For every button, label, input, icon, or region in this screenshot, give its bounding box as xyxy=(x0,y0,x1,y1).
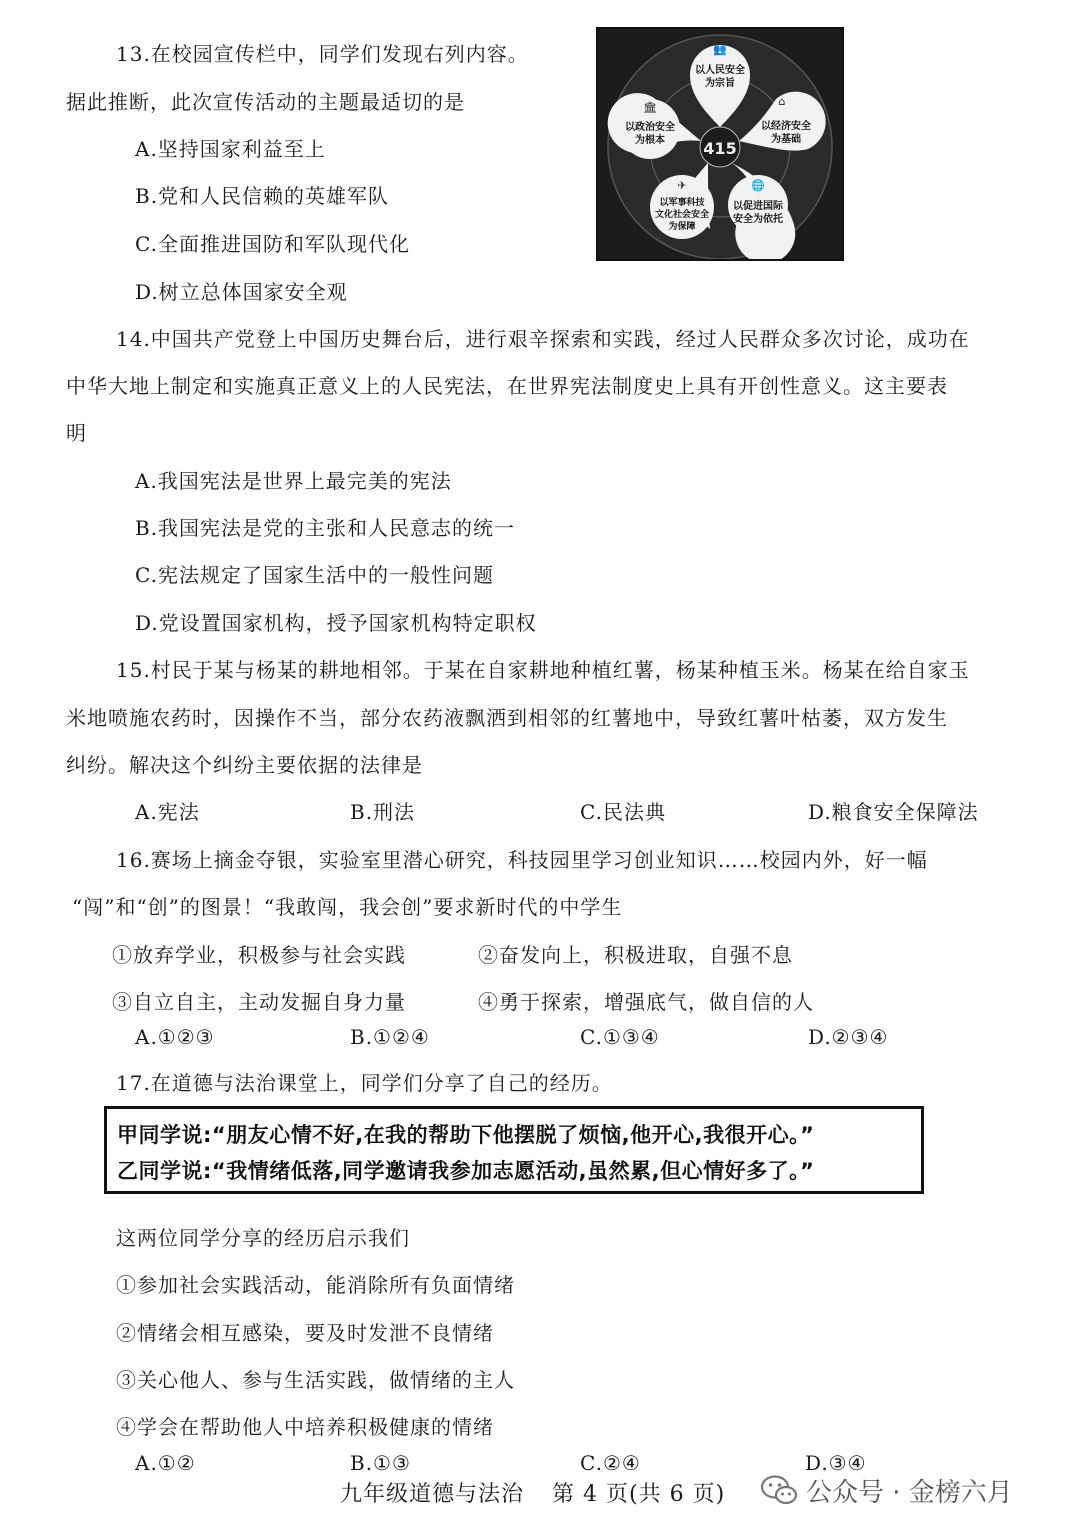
svg-text:为根本: 为根本 xyxy=(635,135,665,146)
q17-quote-1: 甲同学说:“朋友心情不好,在我的帮助下他摆脱了烦恼,他开心,我很开心。” xyxy=(117,1123,815,1147)
q14-stem-line-1: 14.中国共产党登上中国历史舞台后，进行艰辛探索和实践，经过人民群众多次讨论，成功在 xyxy=(116,327,970,351)
footer-subject: 九年级道德与法治 xyxy=(340,1482,525,1507)
q15-stem-line-3: 纠纷。解决这个纠纷主要依据的法律是 xyxy=(66,753,423,777)
svg-text:为保障: 为保障 xyxy=(668,222,696,232)
svg-text:以政治安全: 以政治安全 xyxy=(625,122,675,133)
q14-stem-line-2: 中华大地上制定和实施真正意义上的人民宪法，在世界宪法制度史上具有开创性意义。这主要表 xyxy=(66,374,948,398)
q17-option-c: C.②④ xyxy=(580,1451,641,1475)
q15-stem-line-1: 15.村民于某与杨某的耕地相邻。于某在自家耕地种植红薯，杨某种植玉米。杨某在给自家玉 xyxy=(116,658,970,682)
q15-option-c: C.民法典 xyxy=(580,800,666,824)
q13-option-b: B.党和人民信赖的英雄军队 xyxy=(135,184,390,208)
q13-poster-image xyxy=(596,27,844,261)
house-icon: ⌂ xyxy=(778,95,786,108)
svg-text:安全为依托: 安全为依托 xyxy=(733,214,783,225)
q16-option-b: B.①②④ xyxy=(350,1025,430,1049)
q16-option-c: C.①③④ xyxy=(580,1025,660,1049)
watermark-text: 公众号 · 金榜六月 xyxy=(806,1477,1013,1508)
q17-option-b: B.①③ xyxy=(350,1451,411,1475)
q16-statement-3: ③自立自主，主动发掘自身力量 xyxy=(112,990,406,1014)
poster-center-emblem xyxy=(700,127,740,167)
q14-option-b: B.我国宪法是党的主张和人民意志的统一 xyxy=(135,516,516,540)
globe-icon: 🌐 xyxy=(751,179,765,192)
q16-option-d: D.②③④ xyxy=(808,1025,889,1049)
q17-prompt: 这两位同学分享的经历启示我们 xyxy=(116,1226,410,1250)
q16-statement-4: ④勇于探索，增强底气，做自信的人 xyxy=(478,990,814,1014)
svg-text:以促进国际: 以促进国际 xyxy=(733,201,783,212)
poster-center-number: 415 xyxy=(703,139,737,158)
q17-statement-3: ③关心他人、参与生活实践，做情绪的主人 xyxy=(116,1368,515,1392)
plane-icon: ✈ xyxy=(677,179,687,192)
user-group-icon: 👥 xyxy=(713,43,727,56)
footer-page-number: 第 4 页(共 6 页) xyxy=(552,1482,726,1507)
building-icon: 🏛 xyxy=(643,101,657,114)
q14-stem-line-3: 明 xyxy=(66,421,87,445)
svg-text:文化社会安全: 文化社会安全 xyxy=(654,210,710,220)
svg-text:以人民安全: 以人民安全 xyxy=(695,65,745,76)
q17-statement-1: ①参加社会实践活动，能消除所有负面情绪 xyxy=(116,1273,515,1297)
q16-stem-line-2: “闯”和“创”的图景！“我敢闯，我会创”要求新时代的中学生 xyxy=(72,895,623,919)
q16-option-a: A.①②③ xyxy=(135,1025,215,1049)
svg-text:以经济安全: 以经济安全 xyxy=(761,121,811,132)
svg-text:为基础: 为基础 xyxy=(771,134,801,145)
q15-option-b: B.刑法 xyxy=(350,800,416,824)
q16-statement-2: ②奋发向上，积极进取，自强不息 xyxy=(478,943,793,967)
q16-statement-1: ①放弃学业，积极参与社会实践 xyxy=(112,943,406,967)
svg-text:为宗旨: 为宗旨 xyxy=(705,78,735,89)
q14-option-a: A.我国宪法是世界上最完美的宪法 xyxy=(135,469,452,493)
q15-option-d: D.粮食安全保障法 xyxy=(808,800,979,824)
wechat-icon xyxy=(760,1474,798,1506)
wechat-watermark xyxy=(760,1468,1013,1512)
q17-statement-2: ②情绪会相互感染，要及时发泄不良情绪 xyxy=(116,1321,494,1345)
page-footer xyxy=(340,1480,725,1510)
q17-option-a: A.①② xyxy=(135,1451,196,1475)
q13-stem-line-2: 据此推断，此次宣传活动的主题最适切的是 xyxy=(66,90,465,114)
q17-statement-4: ④学会在帮助他人中培养积极健康的情绪 xyxy=(116,1415,494,1439)
q13-stem-line-1: 13.在校园宣传栏中，同学们发现右列内容。 xyxy=(116,42,529,66)
q13-option-a: A.坚持国家利益至上 xyxy=(135,137,326,161)
poster-graphic xyxy=(598,29,842,259)
q17-stem-line: 17.在道德与法治课堂上，同学们分享了自己的经历。 xyxy=(116,1071,613,1095)
q13-option-c: C.全面推进国防和军队现代化 xyxy=(135,232,410,256)
q17-option-d: D.③④ xyxy=(805,1451,867,1475)
q14-option-d: D.党设置国家机构，授予国家机构特定职权 xyxy=(135,611,537,635)
q13-option-d: D.树立总体国家安全观 xyxy=(135,280,348,304)
q17-quote-box xyxy=(104,1106,924,1194)
q17-quote-2: 乙同学说:“我情绪低落,同学邀请我参加志愿活动,虽然累,但心情好多了。” xyxy=(117,1159,815,1183)
q16-stem-line-1: 16.赛场上摘金夺银，实验室里潜心研究，科技园里学习创业知识……校园内外，好一幅 xyxy=(116,848,928,872)
q15-stem-line-2: 米地喷施农药时，因操作不当，部分农药液飘洒到相邻的红薯地中，导致红薯叶枯萎，双方发生 xyxy=(66,706,948,730)
q15-option-a: A.宪法 xyxy=(135,800,200,824)
svg-text:以军事科技: 以军事科技 xyxy=(659,198,705,208)
q14-option-c: C.宪法规定了国家生活中的一般性问题 xyxy=(135,563,494,587)
